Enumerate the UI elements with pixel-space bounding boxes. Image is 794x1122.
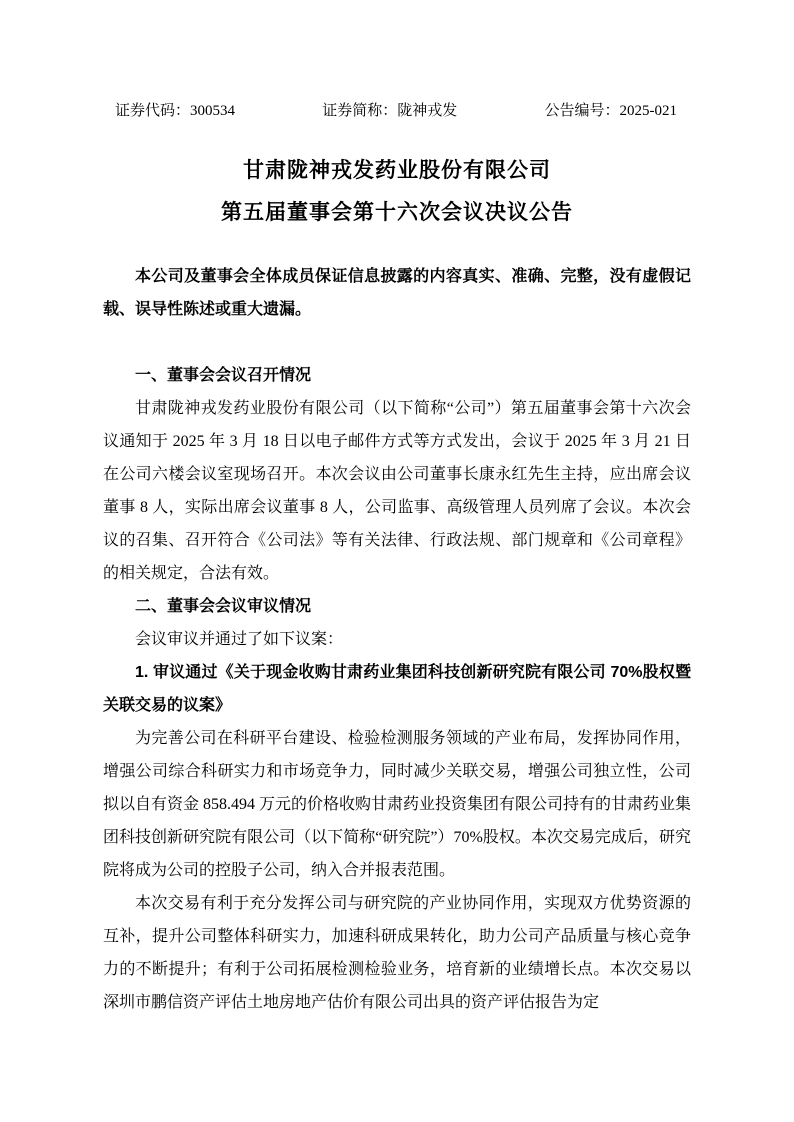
- announcement-number: 公告编号：2025-021: [544, 103, 677, 119]
- resolution-1-paragraph-2: 本次交易有利于充分发挥公司与研究院的产业协同作用，实现双方优势资源的互补，提升公司整体科研实力，加速科研成果转化，助力公司产品质量与核心竞争力的不断提升；有利于公司拓展检测检验业务，培育新的业绩增长点。本次交易以深圳市鹏信资产评估土地房地产估价有限公司出具的资产评估报告为定: [103, 895, 691, 1011]
- resolution-1-paragraph-1: 为完善公司在科研平台建设、检验检测服务领域的产业布局，发挥协同作用，增强公司综合科研实力和市场竞争力，同时减少关联交易，增强公司独立性，公司拟以自有资金 858.494 万元的价格收购甘肃药业投资集团有限公司持有的甘肃药业集团科技创新研究院有限公司（以下简称“研究院”）70%股权。本次交易完成后，研究院将成为公司的控股子公司，纳入合并报表范围。: [103, 730, 692, 879]
- stock-code: 证券代码：300534: [115, 103, 236, 119]
- section-1-paragraph: 甘肃陇神戎发药业股份有限公司（以下简称“公司”）第五届董事会第十六次会议通知于 2025 年 3 月 18 日以电子邮件方式等方式发出，会议于 2025 年 3 月 21 日在公司六楼会议室现场召开。本次会议由公司董事长康永红先生主持，应出席会议董事 8 人，实际出席会议董事 8 人，公司监事、高级管理人员列席了会议。本次会议的召集、召开符合《公司法》等有关法律、行政法规、部门规章和《公司章程》的相关规定，合法有效。: [103, 400, 691, 582]
- disclaimer-paragraph: 本公司及董事会全体成员保证信息披露的内容真实、准确、完整，没有虚假记载、误导性陈述或重大遗漏。: [103, 268, 691, 318]
- section-2-lead: 会议审议并通过了如下议案：: [135, 631, 344, 648]
- section-2-heading: 二、董事会会议审议情况: [135, 598, 312, 615]
- stock-short-name: 证券简称：陇神戎发: [322, 103, 458, 119]
- section-1-heading: 一、董事会会议召开情况: [135, 367, 312, 384]
- document-title-line1: 甘肃陇神戎发药业股份有限公司: [243, 159, 551, 182]
- document-title: [103, 150, 691, 234]
- document-title-line2: 第五届董事会第十六次会议决议公告: [221, 201, 573, 224]
- resolution-1-heading: 1. 审议通过《关于现金收购甘肃药业集团科技创新研究院有限公司 70%股权暨关联交易的议案》: [103, 664, 691, 714]
- document-header: [103, 100, 691, 122]
